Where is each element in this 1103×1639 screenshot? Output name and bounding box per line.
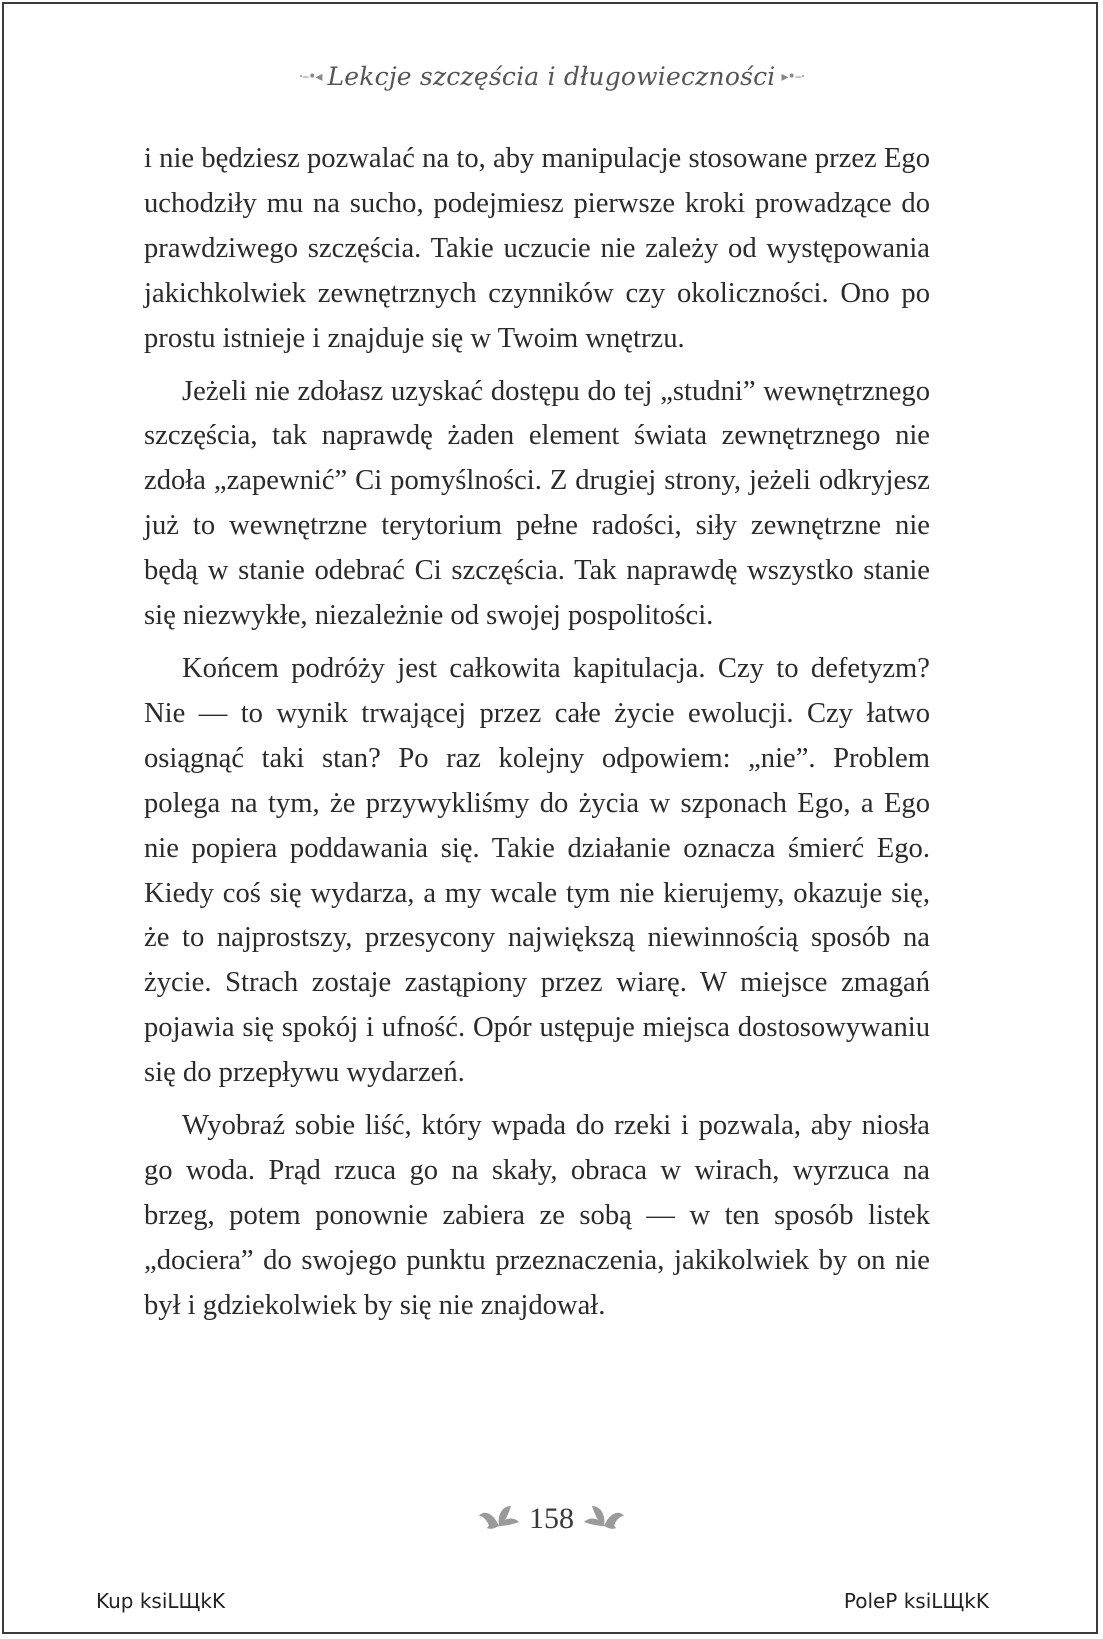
header-ornament-left-icon: ·–•◂ — [298, 68, 322, 85]
buy-book-link[interactable]: Kup ksiLЩkK — [96, 1589, 226, 1613]
running-header-title: Lekcje szczęścia i długowieczności — [327, 62, 776, 91]
folio — [0, 1502, 1103, 1540]
page-number: 158 — [529, 1502, 574, 1535]
paragraph-2: Jeżeli nie zdołasz uzyskać dostępu do tej „studni” wewnętrznego szczęścia, tak naprawdę żaden element świata zewnętrznego nie zdoła „zapewnić” Ci pomyślności. Z drugiej strony, jeżeli odkryjesz już to wewnętrzne terytorium pełne radości, siły zewnętrzne nie będą w stanie odebrać Ci szczęścia. Tak naprawdę wszystko stanie się niezwykłe, niezależnie od swojej pospolitości. — [144, 375, 930, 632]
leaf-ornament-left-icon — [477, 1502, 521, 1540]
running-header — [0, 62, 1103, 91]
leaf-ornament-right-icon — [582, 1502, 626, 1540]
header-ornament-right-icon: ▸•–· — [781, 68, 805, 85]
recommend-book-link[interactable]: PoleP ksiLЩkK — [843, 1589, 989, 1613]
body-text — [144, 137, 930, 1329]
paragraph-1: i nie będziesz pozwalać na to, aby manipulacje stosowane przez Ego uchodziły mu na sucho, podejmiesz pierwsze kroki prowadzące do prawdziwego szczęścia. Takie uczucie nie zależy od występowania jakichkolwiek zewnętrznych czynników czy okoliczności. Ono po prostu istnieje i znajduje się w Twoim wnętrzu. — [144, 143, 930, 354]
paragraph-4: Wyobraź sobie liść, który wpada do rzeki i pozwala, aby niosła go woda. Prąd rzuca go na skały, obraca w wirach, wyrzuca na brzeg, potem ponownie zabiera ze sobą — w ten sposób listek „dociera” do swojego punktu przeznaczenia, jakikolwiek by on nie był i gdziekolwiek by się nie znajdował. — [144, 1110, 930, 1321]
paragraph-3: Końcem podróży jest całkowita kapitulacja. Czy to defetyzm? Nie — to wynik trwającej przez całe życie ewolucji. Czy łatwo osiągnąć taki stan? Po raz kolejny odpowiem: „nie”. Problem polega na tym, że przywykliśmy do życia w szponach Ego, a Ego nie popiera poddawania się. Takie działanie oznacza śmierć Ego. Kiedy coś się wydarza, a my wcale tym nie kierujemy, okazuje się, że to najprostszy, przesycony największą niewinnością sposób na życie. Strach zostaje zastąpiony przez wiarę. W miejsce zmagań pojawia się spokój i ufność. Opór ustępuje miejsca dostosowywaniu się do przepływu wydarzeń. — [144, 652, 930, 1089]
